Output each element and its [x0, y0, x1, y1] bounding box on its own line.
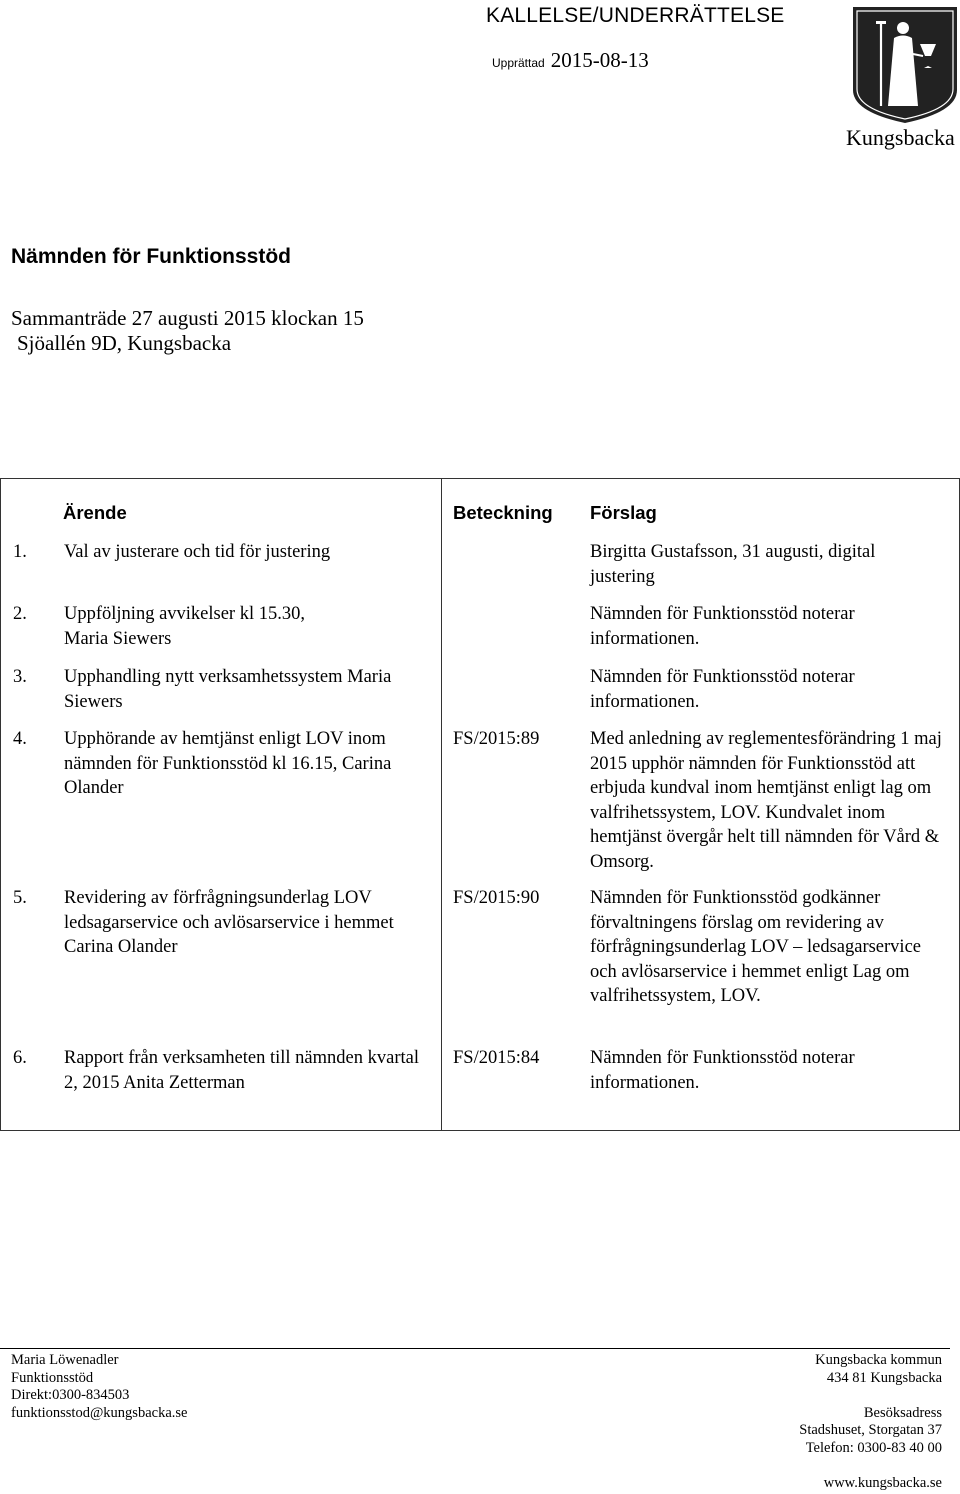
item-proposal: Nämnden för Funktionsstöd noterar informationen.: [590, 667, 855, 712]
item-text: Rapport från verksamheten till nämnden kvartal 2, 2015 Anita Zetterman: [64, 1048, 419, 1093]
org-name: Kungsbacka kommun: [815, 1352, 942, 1368]
agenda-table: [0, 478, 960, 1131]
table-row: [1, 727, 960, 877]
contact-email: funktionsstod@kungsbacka.se: [11, 1404, 188, 1421]
item-proposal: Nämnden för Funktionsstöd godkänner förvaltningens förslag om revidering av förfrågningsunderlag LOV – ledsagarservice och avlösarservice i hemmet enligt Lag om valfrihetssystem, LOV.: [590, 888, 921, 1006]
item-number: 2.: [13, 604, 27, 624]
logo-name: Kungsbacka: [846, 125, 955, 150]
org-phone: Telefon: 0300-83 40 00: [805, 1439, 942, 1456]
item-reference: FS/2015:90: [453, 888, 540, 908]
item-reference: FS/2015:89: [453, 729, 540, 749]
item-number: 3.: [13, 667, 27, 687]
item-number: 4.: [13, 729, 27, 749]
item-text: Upphörande av hemtjänst enligt LOV inom nämnden för Funktionsstöd kl 16.15, Carina Olander: [64, 729, 392, 798]
item-number: 6.: [13, 1048, 27, 1068]
item-text: Upphandling nytt verksamhetssystem Maria Siewers: [64, 667, 392, 712]
meeting-session: Sammanträde 27 augusti 2015 klockan 15: [11, 306, 364, 330]
committee-title: Nämnden för Funktionsstöd: [11, 245, 291, 268]
table-row: [1, 540, 960, 602]
table-row: [1, 886, 960, 1036]
table-row: [1, 665, 960, 727]
item-text: Uppföljning avvikelser kl 15.30, Maria Siewers: [64, 604, 305, 649]
footer-divider: [0, 1348, 950, 1349]
website-link[interactable]: www.kungsbacka.se: [823, 1474, 942, 1491]
footer-contact: [11, 1352, 187, 1422]
footer-organization: [799, 1352, 942, 1492]
item-text: Revidering av förfrågningsunderlag LOV ledsagarservice och avlösarservice i hemmet Carina Olander: [64, 888, 394, 957]
visit-address: Stadshuset, Storgatan 37: [799, 1422, 942, 1438]
org-postal: 434 81 Kungsbacka: [826, 1369, 942, 1386]
item-proposal: Nämnden för Funktionsstöd noterar informationen.: [590, 604, 855, 649]
meeting-venue: Sjöallén 9D, Kungsbacka: [17, 331, 232, 355]
header-reference: Beteckning: [453, 502, 553, 523]
item-proposal: Nämnden för Funktionsstöd noterar informationen.: [590, 1048, 855, 1093]
contact-department: Funktionsstöd: [11, 1369, 94, 1386]
item-proposal: Birgitta Gustafsson, 31 augusti, digital justering: [590, 542, 876, 587]
item-reference: FS/2015:84: [453, 1048, 540, 1068]
column-divider: [441, 478, 442, 1131]
created-date: 2015-08-13: [550, 48, 649, 72]
item-number: 5.: [13, 888, 27, 908]
created-label: Upprättad: [492, 56, 545, 70]
item-proposal: Med anledning av reglementesförändring 1 maj 2015 upphör nämnden för Funktionsstöd att erbjuda kundval inom hemtjänst enligt lag om valfrihetssystem, LOV. Kundvalet inom hemtjänst övergår helt till nämnden för Vård & Omsorg.: [590, 729, 942, 872]
table-row: [1, 1046, 960, 1126]
item-number: 1.: [13, 542, 27, 562]
visit-label: Besöksadress: [863, 1404, 942, 1421]
table-row: [1, 602, 960, 664]
item-text: Val av justerare och tid för justering: [64, 542, 331, 562]
header-proposal: Förslag: [590, 502, 657, 523]
contact-name: Maria Löwenadler: [11, 1352, 119, 1368]
contact-phone: Direkt:0300-834503: [11, 1387, 130, 1403]
document-type: KALLELSE/UNDERRÄTTELSE: [486, 4, 785, 27]
header-item: Ärende: [63, 502, 127, 523]
created-line: [492, 48, 649, 73]
